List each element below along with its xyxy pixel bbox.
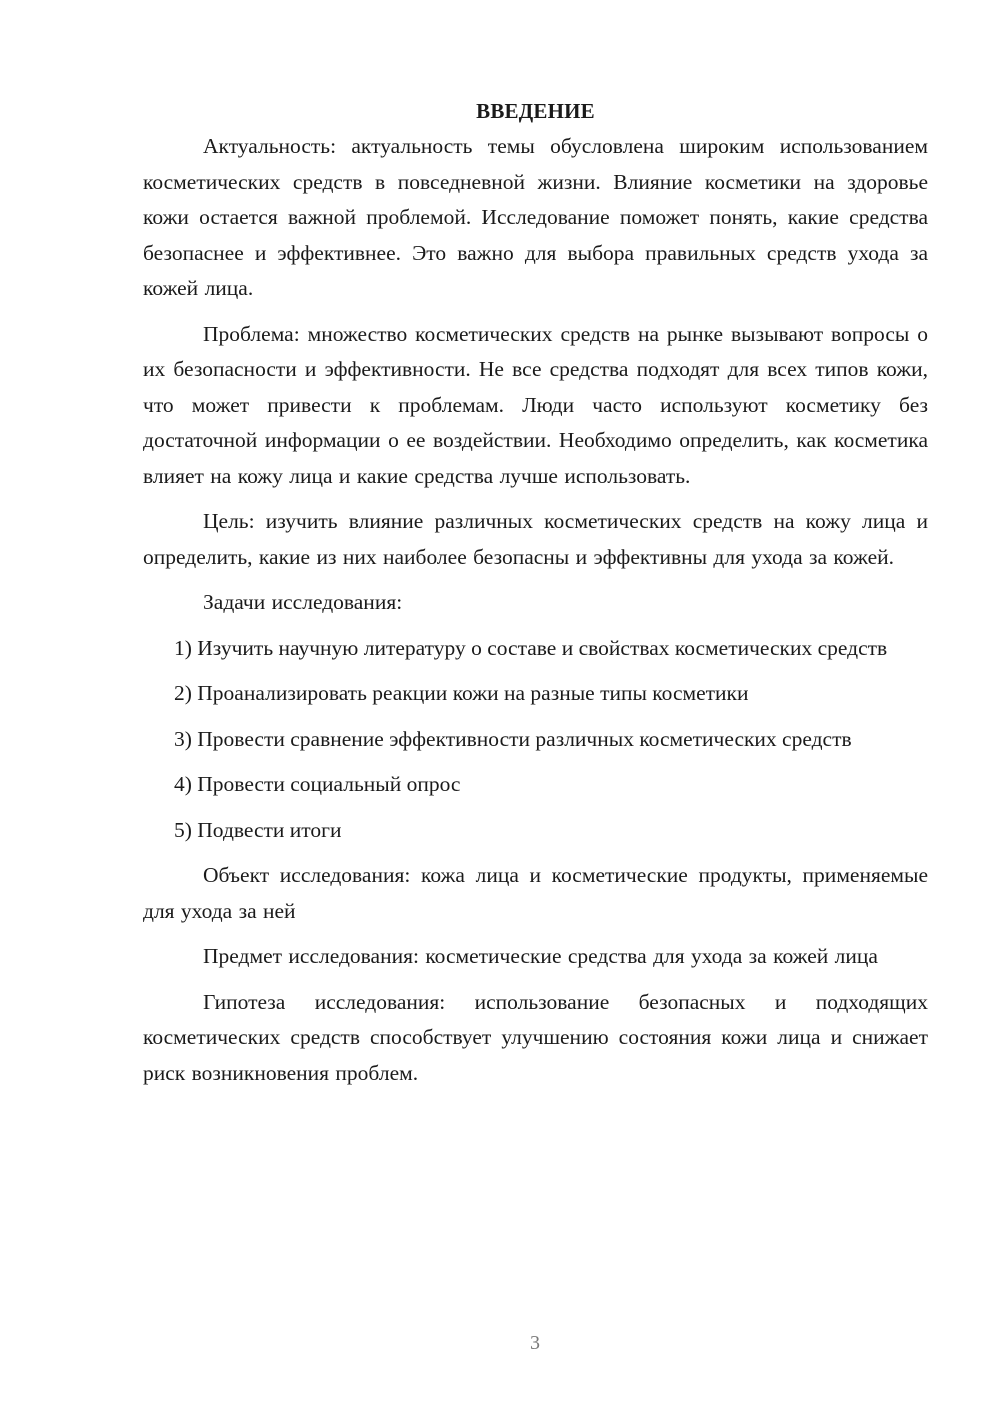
task-item: 5) Подвести итоги xyxy=(174,817,342,842)
document-body xyxy=(143,93,928,1101)
task-item: 4) Провести социальный опрос xyxy=(174,772,461,796)
task-item: 3) Провести сравнение эффективности различных косметических средств xyxy=(174,726,852,751)
problem-paragraph: Проблема: множество косметических средств на рынке вызывают вопросы о их безопасности и эффективности. Не все средства подходят для всех типов кожи, что может привести к проблемам. Люди часто используют косметику без достаточной информации о ее воздействии. Необходимо определить, как косметика влияет на кожу лица и какие средства лучше использовать. xyxy=(143,321,928,488)
page-number: 3 xyxy=(530,1332,540,1354)
tasks-list xyxy=(143,631,928,849)
goal-paragraph: Цель: изучить влияние различных косметических средств на кожу лица и определить, какие из них наиболее безопасны и эффективны для ухода за кожей. xyxy=(143,509,928,569)
tasks-title: Задачи исследования: xyxy=(203,590,403,614)
section-heading: ВВЕДЕНИЕ xyxy=(476,99,595,123)
object-paragraph: Объект исследования: кожа лица и косметические продукты, применяемые для ухода за ней xyxy=(143,863,928,923)
task-item: 2) Проанализировать реакции кожи на разные типы косметики xyxy=(174,681,749,705)
hypothesis-paragraph: Гипотеза исследования: использование безопасных и подходящих косметических средств способствует улучшению состояния кожи лица и снижает риск возникновения проблем. xyxy=(143,989,928,1085)
task-item: 1) Изучить научную литературу о составе и свойствах косметических средств xyxy=(174,635,888,660)
subject-paragraph: Предмет исследования: косметические средства для ухода за кожей лица xyxy=(203,944,878,968)
relevance-paragraph: Актуальность: актуальность темы обусловлена широким использованием косметических средств в повседневной жизни. Влияние косметики на здоровье кожи остается важной проблемой. Исследование поможет понять, какие средства безопаснее и эффективнее. Это важно для выбора правильных средств ухода за кожей лица. xyxy=(143,134,928,300)
